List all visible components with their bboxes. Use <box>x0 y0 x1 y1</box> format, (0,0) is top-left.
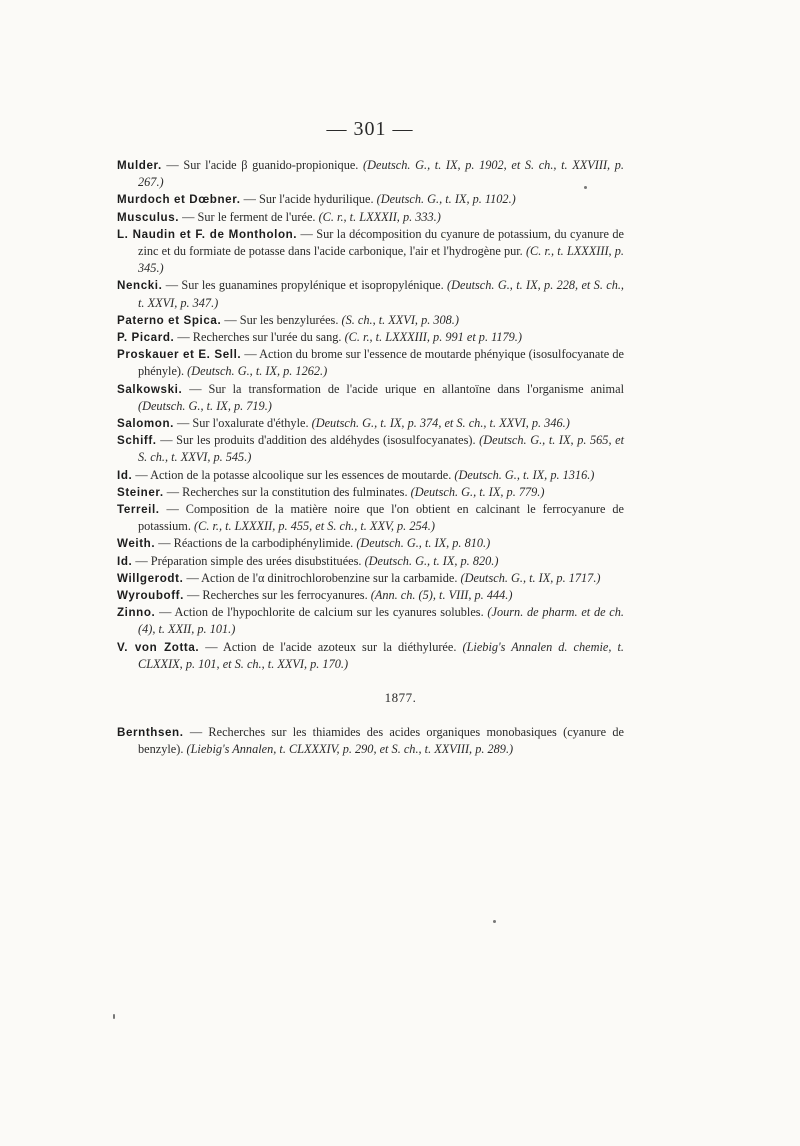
entry-reference: (C. r., t. LXXXIII, p. 345.) <box>138 244 625 276</box>
bibliography-entry <box>117 535 624 552</box>
bibliography-entry <box>117 346 624 380</box>
bibliography-entry <box>117 570 624 587</box>
entry-title: — Sur le ferment de l'urée. <box>179 209 319 224</box>
bibliography-entry <box>117 191 624 208</box>
entry-author: Nencki. <box>117 279 163 293</box>
entry-author: Zinno. <box>117 606 156 620</box>
bibliography-entry <box>117 501 624 535</box>
entry-reference: (Deutsch. G., t. IX, p. 228, et S. ch., t. XXVI, p. 347.) <box>138 278 624 310</box>
entry-reference: (C. r., t. LXXXII, p. 455, et S. ch., t. XXV, p. 254.) <box>194 519 435 534</box>
entry-author: Id. <box>117 468 133 482</box>
entry-reference: (Deutsch. G., t. IX, p. 1262.) <box>187 364 328 379</box>
entry-title: — Sur la décomposition du cyanure de potassium, du cyanure de zinc et du formiate de potasse dans l'acide carbonique, l'air et l'hydrogène pur. <box>138 226 625 259</box>
entry-reference: (Deutsch. G., t. IX, p. 565, et S. ch., t. XXVI, p. 545.) <box>138 433 625 465</box>
entry-title: — Sur l'acide hydurilique. <box>240 192 377 207</box>
entry-author: Willgerodt. <box>117 571 184 585</box>
entry-reference: (Deutsch. G., t. IX, p. 1316.) <box>454 467 595 482</box>
bibliography-entry <box>117 277 624 311</box>
entry-title: — Recherches sur l'urée du sang. <box>174 330 345 345</box>
entry-title: — Sur les guanamines propylénique et isopropylénique. <box>162 278 448 293</box>
bibliography-entry <box>117 432 624 466</box>
entry-reference: (Deutsch. G., t. IX, p. 810.) <box>356 536 491 551</box>
entry-title: — Action de l'hypochlorite de calcium sur les cyanures solubles. <box>155 605 488 620</box>
entry-title: — Action du brome sur l'essence de moutarde phényique (isosulfocyanate de phényle). <box>138 347 624 379</box>
entry-author: Mulder. <box>117 159 162 172</box>
entry-author: Bernthsen. <box>117 726 184 740</box>
entry-author: Paterno et Spica. <box>117 313 222 327</box>
entry-reference: (Deutsch. G., t. IX, p. 374, et S. ch., t. XXVI, p. 346.) <box>311 416 570 431</box>
entry-author: Schiff. <box>117 434 157 448</box>
bibliography-entry <box>117 587 624 604</box>
entry-author: L. Naudin et F. de Montholon. <box>117 227 298 241</box>
entry-title: — Recherches sur les ferrocyanures. <box>183 588 371 603</box>
entry-title: — Action de l'acide azoteux sur la diéthylurée. <box>199 639 463 654</box>
entry-author: P. Picard. <box>117 331 175 345</box>
entry-reference: (C. r., t. LXXXIII, p. 991 et p. 1179.) <box>344 330 522 345</box>
entry-reference: (Journ. de pharm. et de ch. (4), t. XXII, p. 101.) <box>138 605 624 637</box>
entry-title: — Sur la transformation de l'acide urique en allantoïne dans l'organisme animal <box>182 381 624 396</box>
entry-title: — Sur les benzylurées. <box>221 312 342 327</box>
entry-title: — Sur les produits d'addition des aldéhydes (isosulfocyanates). <box>156 433 480 448</box>
bibliography-entry <box>117 467 624 484</box>
bibliography-entry <box>117 157 624 191</box>
entries-1877 <box>117 724 624 758</box>
bibliography-entry <box>117 329 624 346</box>
entry-title: — Préparation simple des urées disubstituées. <box>132 553 365 568</box>
entry-reference: (C. r., t. LXXXII, p. 333.) <box>318 209 441 224</box>
bibliography-entry <box>117 209 624 226</box>
entry-title: — Action de l'α dinitrochlorobenzine sur la carbamide. <box>183 570 461 585</box>
year-heading: 1877. <box>384 690 417 706</box>
entry-author: Salomon. <box>117 417 174 431</box>
entries-1876 <box>117 157 624 673</box>
entry-title: — Composition de la matière noire que l'on obtient en calcinant le ferrocyanure de potassium. <box>138 502 624 534</box>
bibliography-entry <box>117 724 624 758</box>
bibliography-entry <box>117 381 624 415</box>
entry-title: — Réactions de la carbodiphénylimide. <box>155 536 357 551</box>
entry-reference: (Deutsch. G., t. IX, p. 820.) <box>364 553 499 568</box>
entry-author: Proskauer et E. Sell. <box>117 348 242 362</box>
bibliography-entry <box>117 639 624 673</box>
bibliography-entry <box>117 312 624 329</box>
entry-title: — Recherches sur la constitution des fulminates. <box>163 484 411 499</box>
entry-title: — Action de la potasse alcoolique sur les essences de moutarde. <box>132 467 455 482</box>
entry-author: Wyrouboff. <box>117 589 184 603</box>
entry-author: V. von Zotta. <box>117 640 200 654</box>
entry-reference: (S. ch., t. XXVI, p. 308.) <box>341 312 459 327</box>
bibliography-entry <box>117 484 624 501</box>
entry-title: — Sur l'acide β guanido-propionique. <box>161 158 364 172</box>
entry-author: Musculus. <box>117 210 180 224</box>
entry-reference: (Ann. ch. (5), t. VIII, p. 444.) <box>370 588 513 603</box>
entry-title: — Sur l'oxalurate d'éthyle. <box>173 416 312 431</box>
bibliography-entry <box>117 604 624 638</box>
entry-reference: (Deutsch. G., t. IX, p. 719.) <box>138 398 272 413</box>
entry-reference: (Deutsch. G., t. IX, p. 1902, et S. ch., t. XXVIII, p. 267.) <box>138 158 624 190</box>
bibliography-entry <box>117 226 624 278</box>
entry-author: Steiner. <box>117 485 164 499</box>
entry-reference: (Deutsch. G., t. IX, p. 1102.) <box>376 192 516 207</box>
entry-author: Salkowski. <box>117 382 183 396</box>
bibliography-list <box>117 157 624 759</box>
entry-author: Id. <box>117 554 133 568</box>
bibliography-entry <box>117 415 624 432</box>
entry-title: — Recherches sur les thiamides des acides organiques monobasiques (cyanure de benzyle). <box>138 725 624 757</box>
entry-reference: (Deutsch. G., t. IX, p. 779.) <box>410 484 545 499</box>
page-number: — 301 — <box>326 118 414 140</box>
ink-speck <box>493 920 496 923</box>
entry-reference: (Liebig's Annalen, t. CLXXXIV, p. 290, et S. ch., t. XXVIII, p. 289.) <box>186 742 514 757</box>
entry-author: Terreil. <box>117 503 160 517</box>
entry-reference: (Deutsch. G., t. IX, p. 1717.) <box>460 570 601 585</box>
entry-author: Weith. <box>117 537 156 551</box>
ink-speck <box>113 1014 115 1019</box>
entry-reference: (Liebig's Annalen d. chemie, t. CLXXIX, p. 101, et S. ch., t. XXVI, p. 170.) <box>138 639 624 671</box>
entry-author: Murdoch et Dœbner. <box>117 193 241 207</box>
bibliography-entry <box>117 553 624 570</box>
ink-speck <box>584 186 587 189</box>
